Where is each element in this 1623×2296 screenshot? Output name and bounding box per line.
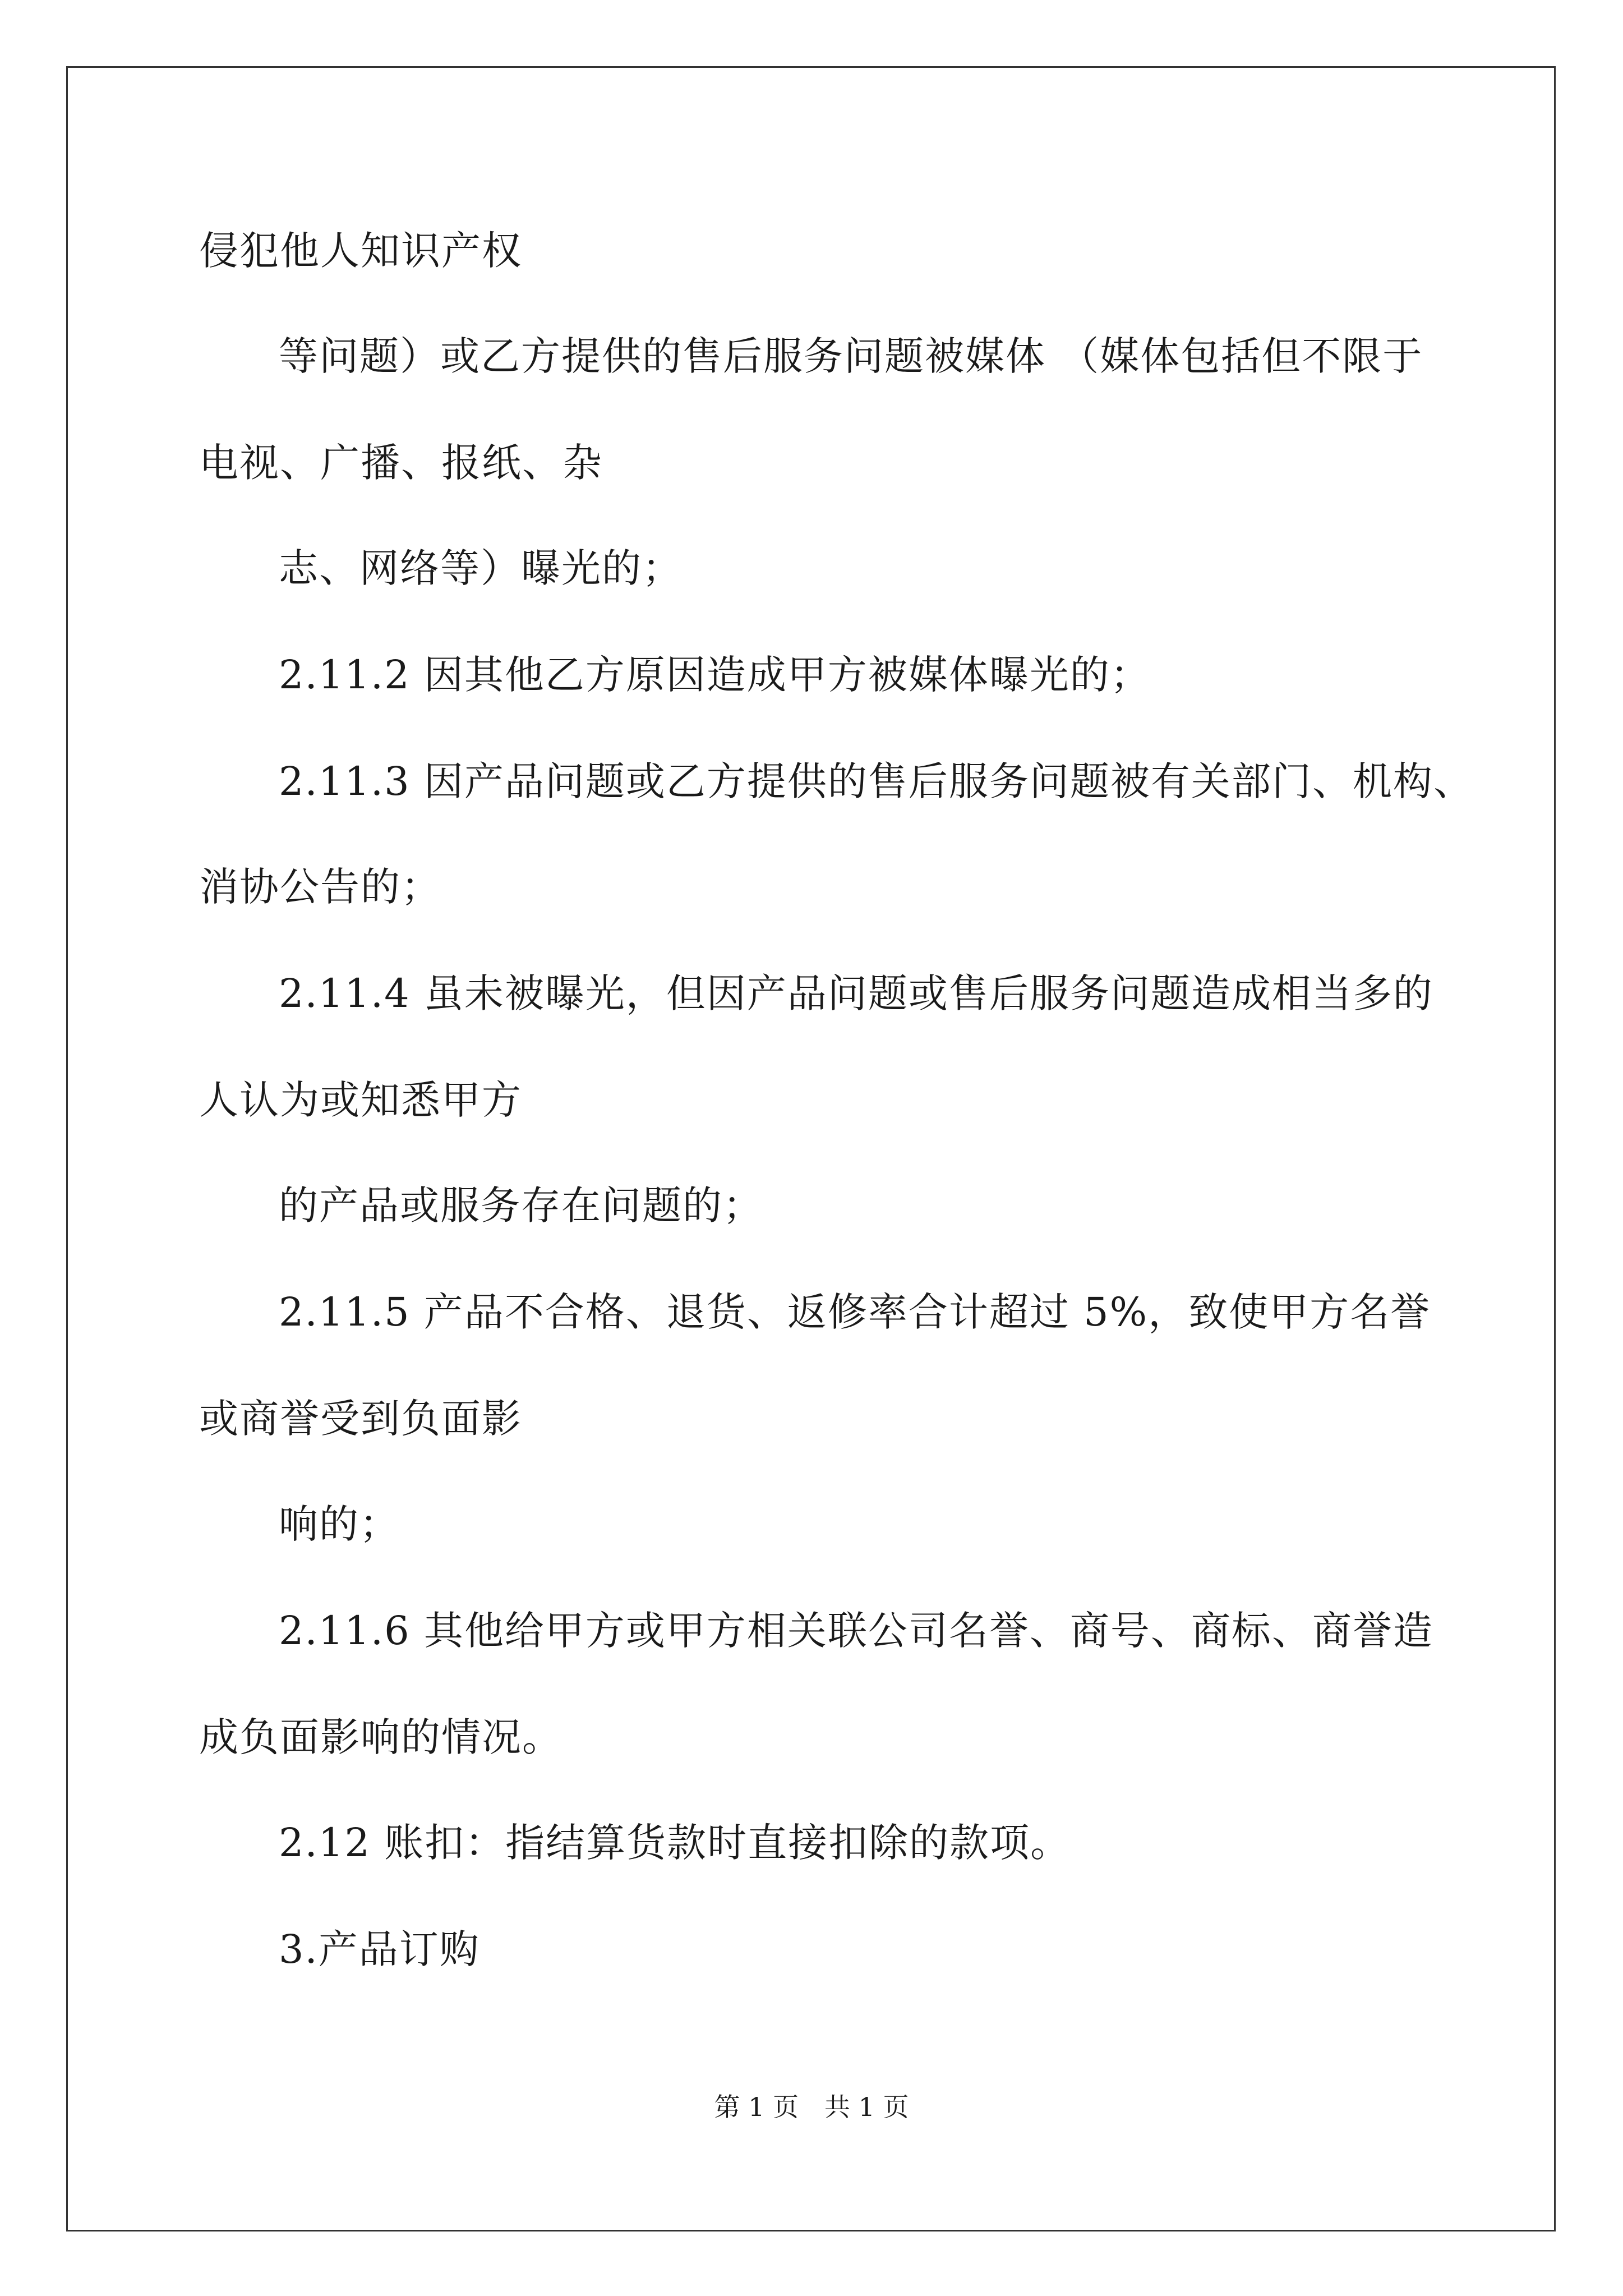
page-footer: 第 1 页 共 1 页 (714, 2092, 909, 2122)
text-line: 2.11.6 其他给甲方或甲方相关联公司名誉、商号、商标、商誉造 (279, 1608, 1433, 1654)
text-line: 侵犯他人知识产权 (199, 228, 522, 274)
text-line: 志、网络等）曝光的； (279, 545, 683, 591)
text-line: 电视、广播、报纸、杂 (199, 440, 603, 486)
text-line: 2.11.2 因其他乙方原因造成甲方被媒体曝光的； (279, 652, 1151, 698)
page-border (66, 66, 1556, 2231)
text-line: 3.产品订购 (279, 1926, 480, 1972)
text-line: 消协公告的； (199, 864, 441, 910)
text-line: 等问题）或乙方提供的售后服务问题被媒体 （媒体包括但不限于 (279, 333, 1423, 379)
text-line: 人认为或知悉甲方 (199, 1077, 522, 1123)
text-line: 或商誉受到负面影 (199, 1396, 522, 1442)
text-line: 成负面影响的情况。 (199, 1714, 562, 1760)
text-line: 响的； (279, 1501, 400, 1547)
text-line: 的产品或服务存在问题的； (279, 1182, 763, 1228)
text-line: 2.11.5 产品不合格、退货、返修率合计超过 5%，致使甲方名誉 (279, 1289, 1431, 1335)
text-line: 2.11.4 虽未被曝光，但因产品问题或售后服务问题造成相当多的 (279, 970, 1433, 1016)
text-line: 2.11.3 因产品问题或乙方提供的售后服务问题被有关部门、机构、 (279, 758, 1474, 804)
text-line: 2.12 账扣：指结算货款时直接扣除的款项。 (279, 1820, 1071, 1866)
